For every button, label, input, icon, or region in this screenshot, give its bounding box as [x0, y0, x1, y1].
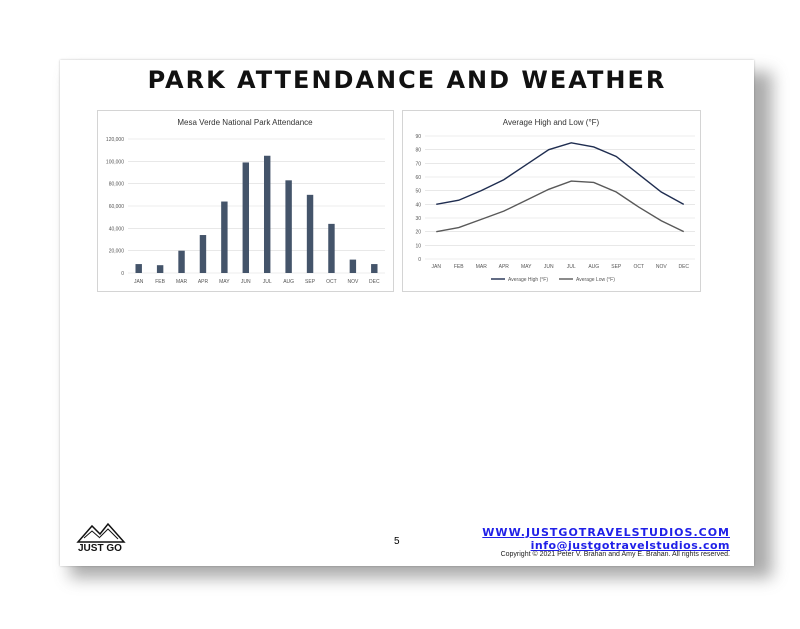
- x-tick-label: JUL: [262, 279, 272, 285]
- y-tick-label: 120,000: [105, 137, 124, 143]
- y-tick-label: 40,000: [108, 226, 124, 233]
- x-tick-label: DEC: [678, 264, 690, 270]
- y-tick-label: 0: [418, 257, 421, 263]
- weather-chart: [402, 110, 701, 292]
- bar-sep: [307, 195, 313, 273]
- page-number: 5: [394, 536, 400, 547]
- x-tick-label: JAN: [431, 264, 441, 270]
- bar-dec: [371, 264, 377, 273]
- y-tick-label: 60,000: [108, 204, 124, 210]
- x-tick-label: FEB: [155, 279, 165, 285]
- page-title: PARK ATTENDANCE AND WEATHER: [147, 66, 667, 94]
- bar-jul: [264, 156, 270, 273]
- x-tick-label: MAY: [521, 264, 532, 270]
- chart-title: Average High and Low (°F): [502, 118, 600, 127]
- x-tick-label: OCT: [326, 279, 337, 285]
- x-tick-label: JUL: [566, 264, 576, 270]
- x-tick-label: NOV: [347, 279, 359, 285]
- bar-nov: [350, 260, 356, 273]
- y-tick-label: 20: [415, 229, 421, 236]
- x-tick-label: APR: [197, 279, 209, 285]
- x-tick-label: DEC: [369, 279, 380, 285]
- series-line-high: [436, 143, 684, 205]
- x-tick-label: OCT: [633, 264, 645, 270]
- bar-mar: [178, 251, 184, 273]
- y-tick-label: 90: [415, 134, 421, 140]
- y-tick-label: 100,000: [105, 159, 124, 166]
- bar-may: [221, 202, 227, 273]
- website-link[interactable]: WWW.JUSTGOTRAVELSTUDIOS.COM: [482, 526, 730, 539]
- x-tick-label: APR: [498, 264, 509, 270]
- email-link[interactable]: info@justgotravelstudios.com: [530, 539, 730, 552]
- y-tick-label: 10: [415, 243, 421, 250]
- x-tick-label: SEP: [611, 264, 622, 270]
- bar-aug: [285, 180, 291, 273]
- just-go-logo: [74, 518, 134, 554]
- legend-label: Average Low (°F): [576, 277, 615, 283]
- attendance-chart: [97, 110, 394, 292]
- y-tick-label: 30: [415, 216, 421, 222]
- y-tick-label: 60: [415, 175, 421, 181]
- x-tick-label: JUN: [240, 279, 251, 285]
- chart-title: Mesa Verde National Park Attendance: [177, 118, 313, 127]
- x-tick-label: MAR: [475, 264, 487, 270]
- logo-text: JUST GO: [78, 543, 122, 554]
- x-tick-label: MAY: [219, 279, 230, 285]
- y-tick-label: 40: [415, 202, 421, 209]
- bar-jun: [243, 162, 249, 273]
- y-tick-label: 70: [415, 161, 421, 168]
- legend-label: Average High (°F): [508, 277, 548, 283]
- x-tick-label: AUG: [588, 264, 600, 270]
- x-tick-label: JAN: [133, 279, 144, 285]
- bar-oct: [328, 224, 334, 273]
- x-tick-label: FEB: [453, 264, 464, 270]
- y-tick-label: 80: [415, 147, 421, 154]
- y-tick-label: 50: [415, 188, 421, 195]
- slide-page: [60, 60, 754, 566]
- x-tick-label: AUG: [283, 279, 295, 285]
- x-tick-label: NOV: [655, 264, 667, 270]
- y-tick-label: 80,000: [108, 181, 124, 188]
- x-tick-label: JUN: [543, 264, 554, 270]
- bar-jan: [135, 264, 141, 273]
- series-line-low: [436, 181, 684, 232]
- attendance-chart-svg: [98, 111, 393, 291]
- x-tick-label: SEP: [305, 279, 316, 285]
- y-tick-label: 20,000: [108, 248, 124, 255]
- weather-chart-svg: [403, 111, 700, 291]
- y-tick-label: 0: [121, 271, 124, 277]
- copyright-text: Copyright © 2021 Peter V. Brahan and Amy E. Brahan. All rights reserved.: [500, 551, 730, 558]
- bar-apr: [200, 235, 206, 273]
- bar-feb: [157, 265, 163, 273]
- x-tick-label: MAR: [175, 279, 188, 285]
